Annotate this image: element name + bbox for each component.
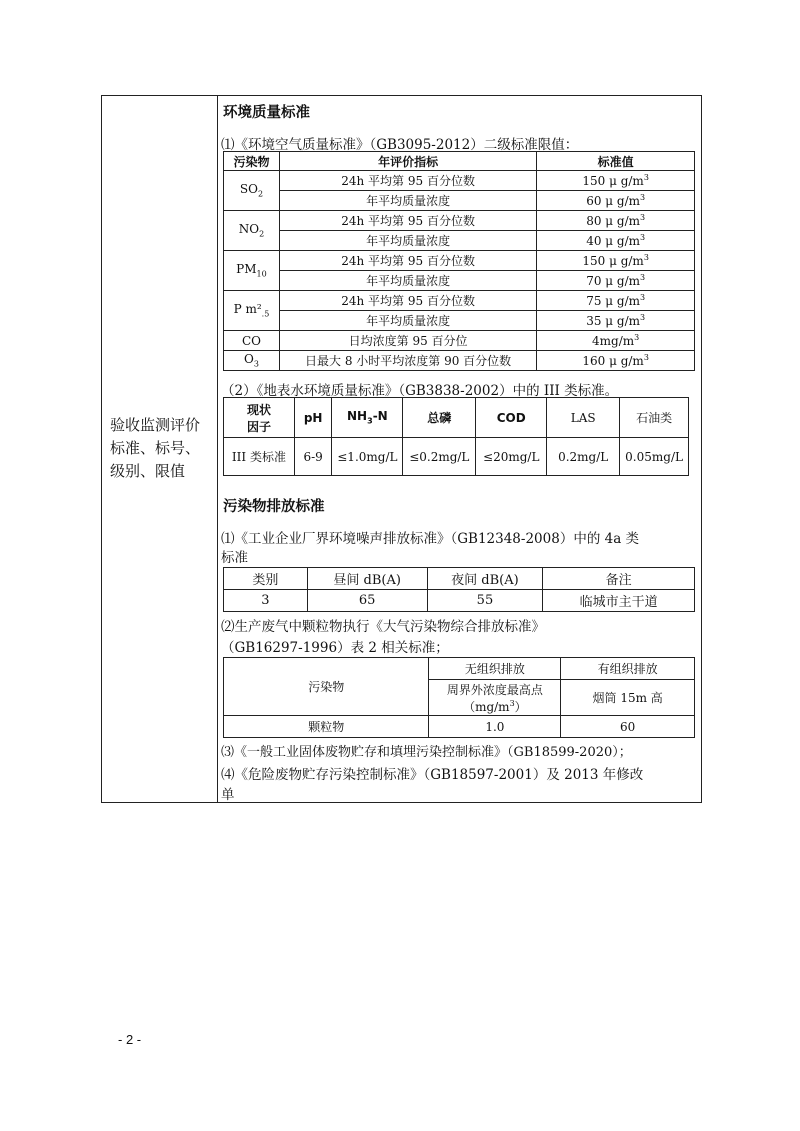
air-quality-table <box>223 151 695 371</box>
water-header-tp: 总磷 <box>403 398 476 438</box>
air-index: 日均浓度第 95 百分位 <box>279 331 536 351</box>
air-value: 75 μ $g/m^3$ <box>537 291 695 311</box>
air-header-value: 标准值 <box>537 152 695 171</box>
water-value: ≤0.2mg/L <box>403 438 476 476</box>
env-heading: 环境质量标准 <box>223 105 310 121</box>
noise-table <box>223 567 695 612</box>
air-value: 70 μ $g/m^3$ <box>537 271 695 291</box>
air-index: 日最大 8 小时平均浓度第 90 百分位数 <box>279 351 536 371</box>
water-header-oil: 石油类 <box>620 398 689 438</box>
noise-cell: 3 <box>224 590 308 612</box>
noise-intro-line2: 标准 <box>221 550 248 566</box>
water-row-label: III 类标准 <box>224 438 295 476</box>
air-value: 80 μ $g/m^3$ <box>537 211 695 231</box>
water-value: 0.05mg/L <box>620 438 689 476</box>
gas-row-organized: 60 <box>561 716 695 738</box>
gas-header-unorganized: 无组织排放 <box>429 658 561 680</box>
noise-header: 昼间 dB(A) <box>307 568 427 590</box>
air-value: 35 μ $g/m^3$ <box>537 311 695 331</box>
gas-intro-line2: （GB16297-1996）表 2 相关标准； <box>221 640 449 656</box>
air-pollutant: $NO_2$ <box>224 211 280 251</box>
emission-heading: 污染物排放标准 <box>223 499 325 515</box>
air-value: 60 μ $g/m^3$ <box>537 191 695 211</box>
air-index: 24h 平均第 95 百分位数 <box>279 291 536 311</box>
gas-row-unorganized: 1.0 <box>429 716 561 738</box>
water-header-cod: COD <box>476 398 547 438</box>
solid-waste-line: ⑶《一般工业固体废物贮存和填埋污染控制标准》（GB18599-2020）； <box>221 745 632 760</box>
air-value: 40 μ $g/m^3$ <box>537 231 695 251</box>
water-value: ≤1.0mg/L <box>332 438 403 476</box>
gas-header-organized: 有组织排放 <box>561 658 695 680</box>
air-header-pollutant: 污染物 <box>224 152 280 171</box>
gas-intro-line1: ⑵生产废气中颗粒物执行《大气污染物综合排放标准》 <box>221 619 545 635</box>
air-value: 150 μ $g/m^3$ <box>537 251 695 271</box>
air-pollutant: CO <box>224 331 280 351</box>
air-index: 24h 平均第 95 百分位数 <box>279 251 536 271</box>
air-pollutant: $SO_2$ <box>224 171 280 211</box>
water-header-ph: pH <box>294 398 332 438</box>
right-content <box>217 95 701 803</box>
air-index: 年平均质量浓度 <box>279 311 536 331</box>
air-index: 年平均质量浓度 <box>279 231 536 251</box>
noise-cell: 55 <box>427 590 543 612</box>
air-index: 24h 平均第 95 百分位数 <box>279 171 536 191</box>
air-value: $4mg/m^3$ <box>537 331 695 351</box>
page-number: - 2 - <box>118 1032 142 1047</box>
gas-row-name: 颗粒物 <box>224 716 429 738</box>
air-index: 24h 平均第 95 百分位数 <box>279 211 536 231</box>
air-intro: ⑴《环境空气质量标准》（GB3095-2012）二级标准限值： <box>221 137 579 153</box>
gas-emission-table <box>223 657 695 738</box>
gas-subheader-unorganized: 周界外浓度最高点 $(mg/m^3)$ <box>429 680 561 716</box>
air-value: 150 μ $g/m^3$ <box>537 171 695 191</box>
air-pollutant: $PM_{10}$ <box>224 251 280 291</box>
hazard-waste-line2: 单 <box>221 787 235 803</box>
air-value: 160 μ $g/m^3$ <box>537 351 695 371</box>
noise-header: 类别 <box>224 568 308 590</box>
gas-header-pollutant: 污染物 <box>224 658 429 716</box>
water-header-factor: 现状 因子 <box>224 398 295 438</box>
water-header-las: LAS <box>547 398 620 438</box>
water-intro: （2）《地表水环境质量标准》（GB3838-2002）中的 III 类标准。 <box>221 383 619 399</box>
water-header-nh3n: $NH_3-N$ <box>332 398 403 438</box>
water-quality-table <box>223 397 689 476</box>
air-pollutant: P $m^2_{.5}$ <box>224 291 280 331</box>
noise-header: 夜间 dB(A) <box>427 568 543 590</box>
air-index: 年平均质量浓度 <box>279 271 536 291</box>
water-value: 6-9 <box>294 438 332 476</box>
noise-cell: 65 <box>307 590 427 612</box>
air-pollutant: $O_3$ <box>224 351 280 371</box>
water-value: 0.2mg/L <box>547 438 620 476</box>
noise-header: 备注 <box>543 568 695 590</box>
left-label: 验收监测评价标准、标号、级别、限值 <box>110 416 201 480</box>
noise-cell: 临城市主干道 <box>543 590 695 612</box>
hazard-waste-line1: ⑷《危险废物贮存污染控制标准》（GB18597-2001）及 2013 年修改 <box>221 767 644 783</box>
water-value: ≤20mg/L <box>476 438 547 476</box>
noise-intro-line1: ⑴《工业企业厂界环境噪声排放标准》（GB12348-2008）中的 4a 类 <box>221 531 640 547</box>
air-header-index: 年评价指标 <box>279 152 536 171</box>
gas-subheader-organized: 烟筒 15m 高 <box>561 680 695 716</box>
air-index: 年平均质量浓度 <box>279 191 536 211</box>
